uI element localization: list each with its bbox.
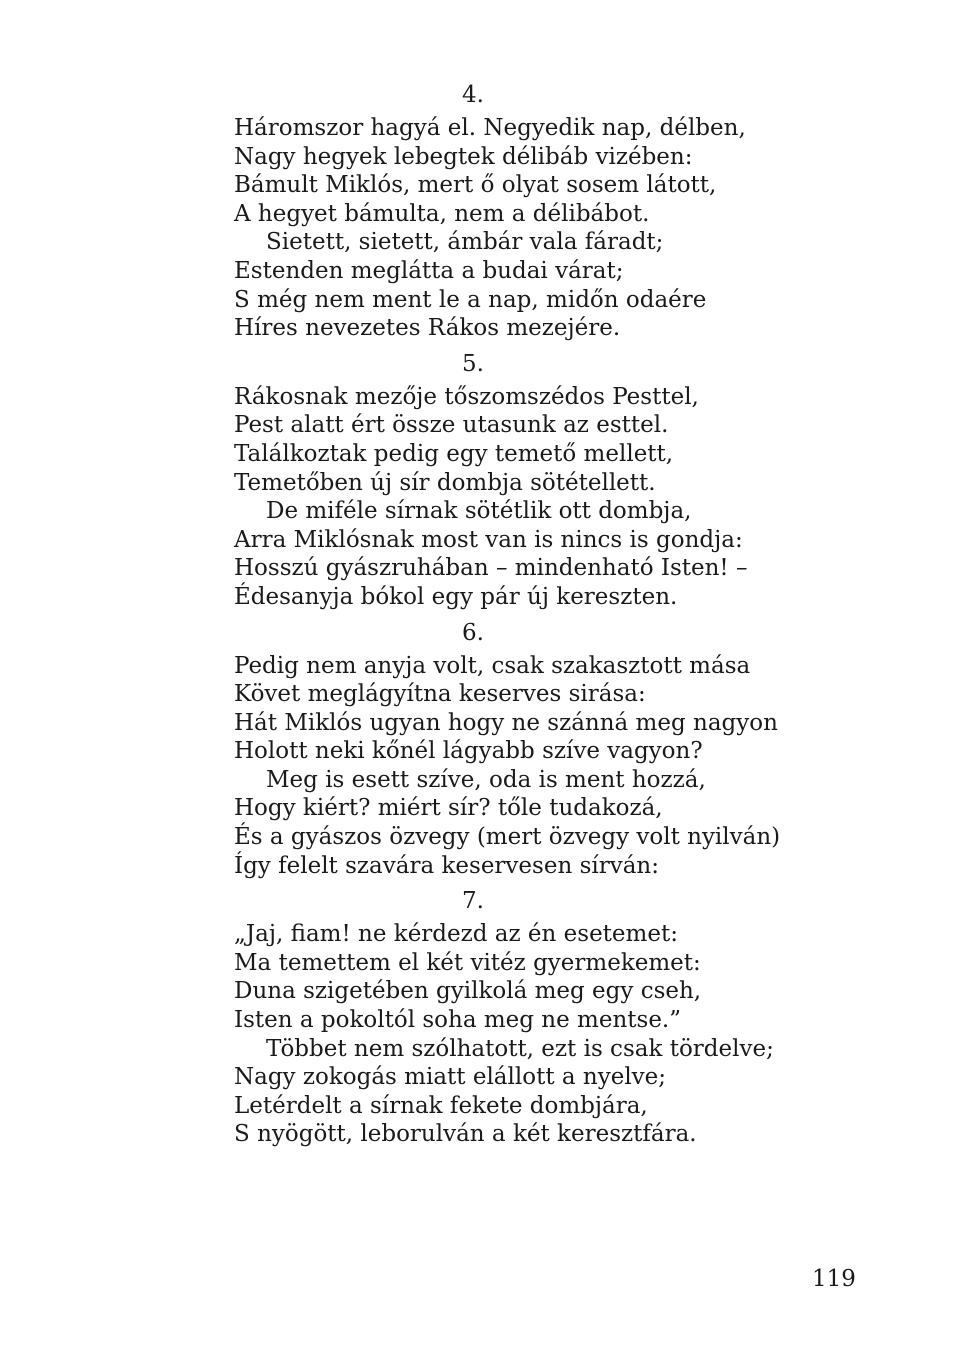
verse-line: Isten a pokoltól soha meg ne mentse.” <box>234 1007 681 1034</box>
stanza-7 <box>234 886 834 1149</box>
verse-line: Bámult Miklós, mert ő olyat sosem látott, <box>234 172 717 199</box>
verse-line: Nagy hegyek lebegtek délibáb vizében: <box>234 143 693 170</box>
stanza-number: 5. <box>462 350 484 377</box>
verse-line: Rákosnak mezője tőszomszédos Pesttel, <box>234 383 699 410</box>
verse-line: Ma temettem el két vitéz gyermekemet: <box>234 949 701 976</box>
verse-line: Hogy kiért? miért sír? tőle tudakozá, <box>234 795 663 822</box>
stanza-number: 6. <box>462 619 484 646</box>
poem <box>234 80 834 1155</box>
verse-line: De miféle sírnak sötétlik ott dombja, <box>266 498 692 525</box>
verse-line: Meg is esett szíve, oda is ment hozzá, <box>266 766 706 793</box>
verse-line: Estenden meglátta a budai várat; <box>234 257 624 284</box>
verse-line: Arra Miklósnak most van is nincs is gondja: <box>234 526 743 553</box>
verse-line: Édesanyja bókol egy pár új kereszten. <box>234 583 678 610</box>
verse-line: Így felelt szavára keservesen sírván: <box>234 852 659 879</box>
verse-line: Hát Miklós ugyan hogy ne szánná meg nagyon <box>234 709 778 736</box>
verse-line: Hosszú gyászruhában – mindenható Isten! – <box>234 555 748 582</box>
verse-line: Híres nevezetes Rákos mezejére. <box>234 315 621 342</box>
stanza-number: 4. <box>462 82 484 108</box>
verse-line: És a gyászos özvegy (mert özvegy volt nyilván) <box>234 824 781 851</box>
stanza-4 <box>234 80 834 343</box>
page-number: 119 <box>812 1266 856 1292</box>
verse-line: Holott neki kőnél lágyabb szíve vagyon? <box>234 738 703 765</box>
verse-line: Letérdelt a sírnak fekete dombjára, <box>234 1092 648 1119</box>
verse-line: Háromszor hagyá el. Negyedik nap, délben, <box>234 115 746 141</box>
verse-line: Többet nem szólhatott, ezt is csak tördelve; <box>266 1035 774 1062</box>
verse-line: Pedig nem anyja volt, csak szakasztott mása <box>234 652 751 679</box>
verse-line: Duna szigetében gyilkolá meg egy cseh, <box>234 978 702 1005</box>
stanza-6 <box>234 618 834 881</box>
stanza-5 <box>234 349 834 612</box>
verse-line: S még nem ment le a nap, midőn odaére <box>234 286 707 313</box>
verse-line: Nagy zokogás miatt elállott a nyelve; <box>234 1064 667 1091</box>
verse-line: „Jaj, fiam! ne kérdezd az én esetemet: <box>234 921 678 948</box>
verse-line: S nyögött, leborulván a két keresztfára. <box>234 1121 697 1148</box>
verse-line: Követ meglágyítna keserves sirása: <box>234 681 646 708</box>
verse-line: Találkoztak pedig egy temető mellett, <box>234 440 674 467</box>
stanza-number: 7. <box>462 888 484 915</box>
verse-line: A hegyet bámulta, nem a délibábot. <box>234 200 650 227</box>
verse-line: Pest alatt ért össze utasunk az esttel. <box>234 412 669 439</box>
verse-line: Sietett, sietett, ámbár vala fáradt; <box>266 229 664 256</box>
verse-line: Temetőben új sír dombja sötétellett. <box>234 469 656 496</box>
